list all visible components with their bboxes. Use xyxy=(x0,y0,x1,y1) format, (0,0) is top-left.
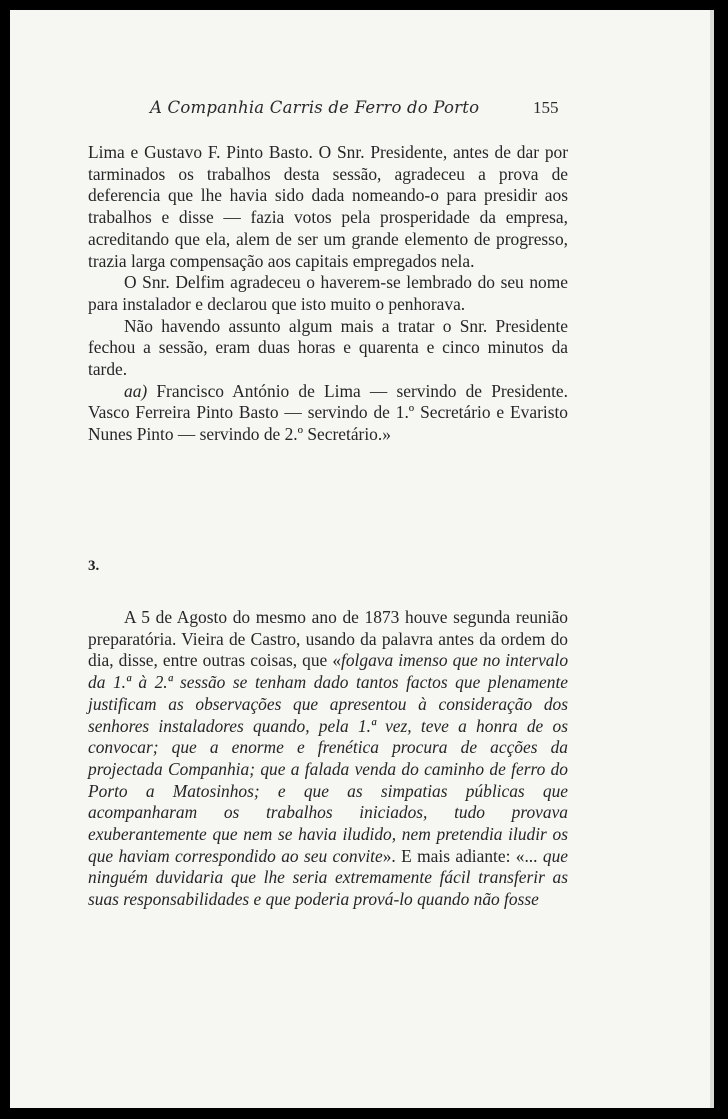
book-page xyxy=(10,10,714,1108)
page-number: 155 xyxy=(533,98,559,117)
quote-continued: que ninguém duvidaria que lhe seria extremamente fácil transferir as suas responsabilidades e que poderia prová-lo quando não fosse xyxy=(88,845,568,910)
connector-text: ». E mais adiante: «... xyxy=(382,845,543,866)
signature-names: Francisco António de Lima — servindo de Presidente. Vasco Ferreira Pinto Basto — servindo de 1.º Secretário e Evaristo Nunes Pinto — servindo de 2.º Secretário.» xyxy=(88,380,568,445)
signature-abbrev: aa) xyxy=(124,380,148,401)
paragraph-second-meeting xyxy=(88,607,568,911)
paragraph-delfim: O Snr. Delfim agradeceu o haverem-se lembrado do seu nome para instalador e declarou que isto muito o penhorava. xyxy=(88,272,568,314)
quote-speech: folgava imenso que no intervalo da 1.ª à 2.ª sessão se tenham dado tantos factos que plenamente justificam as observações que apresentou à consideração dos senhores instaladores quando, pela 1.ª vez, teve a honra de os convocar; que a enorme e frenética procura de acções da projectada Companhia; que a falada venda do caminho de ferro do Porto a Matosinhos; e que as simpatias públicas que acompanharam os trabalhos iniciados, tudo provava exuberantemente que nem se havia iludido, nem pretendia iludir os que haviam correspondido ao seu convite xyxy=(88,650,569,866)
paragraph-closing: Não havendo assunto algum mais a tratar o Snr. Presidente fechou a sessão, eram duas horas e quarenta e cinco minutos da tarde. xyxy=(88,315,568,380)
intro-text: A 5 de Agosto do mesmo ano de 1873 houve segunda reunião preparatória. Vieira de Castro, usando da palavra antes da ordem do dia, disse, entre outras coisas, que « xyxy=(88,607,568,671)
page-header xyxy=(10,98,714,124)
paragraph-signatures xyxy=(88,381,568,446)
running-title: A Companhia Carris de Ferro do Porto xyxy=(150,98,480,117)
section-number: 3. xyxy=(88,558,100,574)
body-text xyxy=(88,142,568,446)
section-3-text xyxy=(88,607,568,911)
paragraph-continuation: Lima e Gustavo F. Pinto Basto. O Snr. Presidente, antes de dar por tarminados os trabalhos desta sessão, agradeceu a prova de deferencia que lhe havia sido dada nomeando-o para presidir aos trabalhos e disse — fazia votos pela prosperidade da empresa, acreditando que ela, alem de ser um grande elemento de progresso, trazia larga compensação aos capitais empregados nela. xyxy=(88,142,568,271)
